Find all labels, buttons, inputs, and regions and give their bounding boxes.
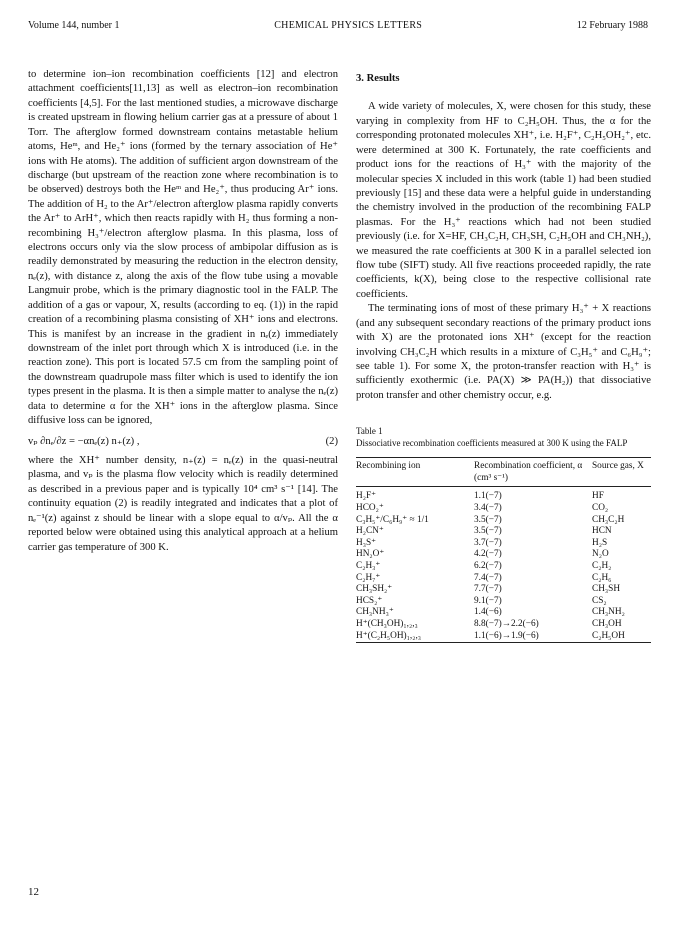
ion-cell: C₂H₃⁺ — [356, 561, 381, 572]
alpha-cell: 7.7(−7) — [474, 584, 502, 595]
source-cell: C₂H₅OH — [592, 630, 625, 641]
table-row — [356, 526, 651, 538]
alpha-cell: 1.4(−6) — [474, 607, 502, 618]
paragraph: to determine ion–ion recombination coefficients [12] and electron attachment coefficients[11,13] as well as electron–ion recombination coefficients [4,5]. For the last mentioned studies, a microwave discharge is created upstream in flowing helium carrier gas at a pressure of about 1 Torr. The afterglow formed downstream contains metastable helium atoms, Heᵐ, and He₂⁺ ions (formed by the ternary association of He⁺ ions with He atoms). The addition of sufficient argon downstream of the discharge (but upstream of the reaction zone where recombination is to be observed) destroys both the Heᵐ and He₂⁺, thus producing Ar⁺ ions. The addition of H₂ to the Ar⁺/electron afterglow plasma rapidly converts the Ar⁺ to ArH⁺, which then reacts rapidly with H₂ thus forming a non-recombining H₃⁺/electron afterglow plasma. In this plasma, loss of electrons occurs only via the slow process of ambipolar diffusion as is readily demonstrated by measuring the reduction in the electron density, nₑ(z), with distance z, along the axis of the flow tube using a movable Langmuir probe, which is the primary diagnostic tool in the FALP. The addition of a gas or vapour, X, results (according to eq. (1)) in the rapid creation of a recombining plasma consisting of XH⁺ ions and electrons. This is manifest by an increase in the gradient in nₑ(z) immediately downstream of the inlet port through which X is introduced (i.e. in the reaction zone). This port is located 57.5 cm from the sampling point of the downstream quadrupole mass filter which is used to identify the ion types present in the plasma. It is then a simple matter to analyse the nₑ(z) data to determine α for the XH⁺ ions in the afterglow plasma. Since diffusive loss can be ignored, — [28, 69, 338, 427]
table-row — [356, 561, 651, 573]
alpha-cell: 3.5(−7) — [474, 526, 502, 537]
table-row — [356, 584, 651, 596]
table-header-row — [356, 458, 651, 487]
source-cell: CO₂ — [592, 503, 609, 514]
source-cell: CH₃OH — [592, 619, 622, 629]
table-row — [356, 538, 651, 550]
equation-2 — [28, 435, 338, 449]
table-row — [356, 503, 651, 515]
ion-cell: H₃S⁺ — [356, 537, 377, 548]
source-cell: HCN — [592, 526, 612, 537]
alpha-cell: 9.1(−7) — [474, 595, 502, 606]
table-label: Table 1 — [356, 426, 383, 437]
alpha-cell: 7.4(−7) — [474, 572, 502, 583]
source-cell: H₂S — [592, 537, 608, 548]
table-row — [356, 619, 651, 631]
ion-cell: CH₃SH₂⁺ — [356, 584, 393, 595]
alpha-cell: 3.5(−7) — [474, 514, 502, 525]
journal-title: CHEMICAL PHYSICS LETTERS — [274, 20, 423, 31]
alpha-cell: 8.8(−7)→2.2(−6) — [474, 619, 539, 629]
paragraph: The terminating ions of most of these primary H₃⁺ + X reactions (and any subsequent secondary reactions of the primary product ions with X) are the protonated ions XH⁺ (except for the reaction involving CH₃C₂H which results in a mixture of C₃H₅⁺ and C₆H₉⁺; see table 1). For some X, the proton-transfer reaction with H₃⁺ is sufficiently exothermic (i.e. PA(X) ≫ PA(H₂)) that dissociative proton transfer and other chemistry occur, e.g. — [356, 303, 651, 401]
source-cell: CS₂ — [592, 595, 607, 606]
alpha-cell: 4.2(−7) — [474, 549, 502, 560]
issue-date: 12 February 1988 — [576, 20, 648, 31]
table-row — [356, 487, 651, 503]
alpha-cell: 3.7(−7) — [474, 537, 502, 548]
table-row — [356, 549, 651, 561]
ion-cell: H₂CN⁺ — [356, 526, 384, 537]
source-cell: C₂H₂ — [592, 561, 612, 572]
left-column — [28, 68, 338, 555]
column-header-ion: Recombining ion — [356, 461, 421, 472]
equation-number: (2) — [325, 435, 338, 447]
volume-number: Volume 144, number 1 — [28, 20, 120, 31]
ion-cell: C₃H₅⁺/C₆H₉⁺ ≈ 1/1 — [356, 514, 429, 525]
table-row — [356, 607, 651, 619]
column-header-source: Source gas, X — [592, 461, 644, 472]
alpha-cell: 3.4(−7) — [474, 503, 502, 514]
source-cell: CH₃NH₂ — [592, 607, 625, 618]
ion-cell: C₂H₇⁺ — [356, 572, 381, 583]
alpha-cell: 6.2(−7) — [474, 561, 502, 572]
ion-cell: HCO₂⁺ — [356, 503, 384, 514]
ion-cell: HN₂O⁺ — [356, 549, 385, 560]
source-cell: C₂H₆ — [592, 572, 612, 583]
results-table — [356, 457, 651, 643]
table-row — [356, 631, 651, 643]
table-row — [356, 573, 651, 585]
table-caption: Dissociative recombination coefficients measured at 300 K using the FALP — [356, 438, 628, 449]
equation-body: vₚ ∂nₑ/∂z = −αnₑ(z) n₊(z) , — [28, 435, 140, 447]
ion-cell: H₂F⁺ — [356, 491, 377, 502]
source-cell: N₂O — [592, 549, 609, 560]
alpha-cell: 1.1(−6)→1.9(−6) — [474, 630, 539, 641]
page-number: 12 — [28, 886, 39, 898]
alpha-cell: 1.1(−7) — [474, 491, 502, 502]
ion-cell: H⁺(C₂H₅OH)₁,₂,₃ — [356, 630, 422, 641]
source-cell: CH₃SH — [592, 584, 621, 595]
paragraph: where the XH⁺ number density, n₊(z) = nₑ(z) in the quasi-neutral plasma, and vₚ is the plasma flow velocity which is readily determined as described in a previous paper and is typically 10⁴ cm³ s⁻¹ [14]. The continuity equation (2) is readily integrated and indicates that a plot of nₑ⁻¹(z) against z should be linear with a slope equal to α/vₚ. All the α reported below were obtained using this analytical approach at a helium carrier gas temperature of 300 K. — [28, 454, 338, 553]
right-column — [356, 68, 651, 643]
source-cell: CH₃C₂H — [592, 514, 625, 525]
ion-cell: CH₃NH₃⁺ — [356, 607, 394, 618]
running-header — [28, 20, 648, 31]
ion-cell: HCS₂⁺ — [356, 595, 383, 606]
column-header-alpha: Recombination coefficient, α (cm³ s⁻¹) — [474, 461, 583, 483]
paragraph: A wide variety of molecules, X, were chosen for this study, these varying in complexity from HF to C₂H₅OH. Thus, the α for the corresponding protonated molecules XH⁺, i.e. H₂F⁺, C₂H₅OH₂⁺, etc. were determined at 300 K. Fortunately, the rate coefficients and product ions for the reactions of H₃⁺ with the majority of the molecular species X included in this work (table 1) had been studied previously [15] and these data were a helpful guide in understanding the chemistry involved in the production of the recombining FALP plasmas. For the H₃⁺ reactions which had not been studied previously (i.e. for X=HF, CH₃C₂H, CH₃SH, C₂H₅OH and CH₃NH₂), we measured the rate coefficients at 300 K in a parallel selected ion flow tube (SIFT) study. All five reactions proceeded rapidly, the rate coefficients, k(X), being close to the respective collisional rate coefficients. — [356, 101, 651, 300]
table-row — [356, 515, 651, 527]
section-heading: 3. Results — [356, 73, 400, 84]
source-cell: HF — [592, 491, 604, 502]
table-row — [356, 596, 651, 608]
ion-cell: H⁺(CH₃OH)₁,₂,₃ — [356, 619, 418, 629]
